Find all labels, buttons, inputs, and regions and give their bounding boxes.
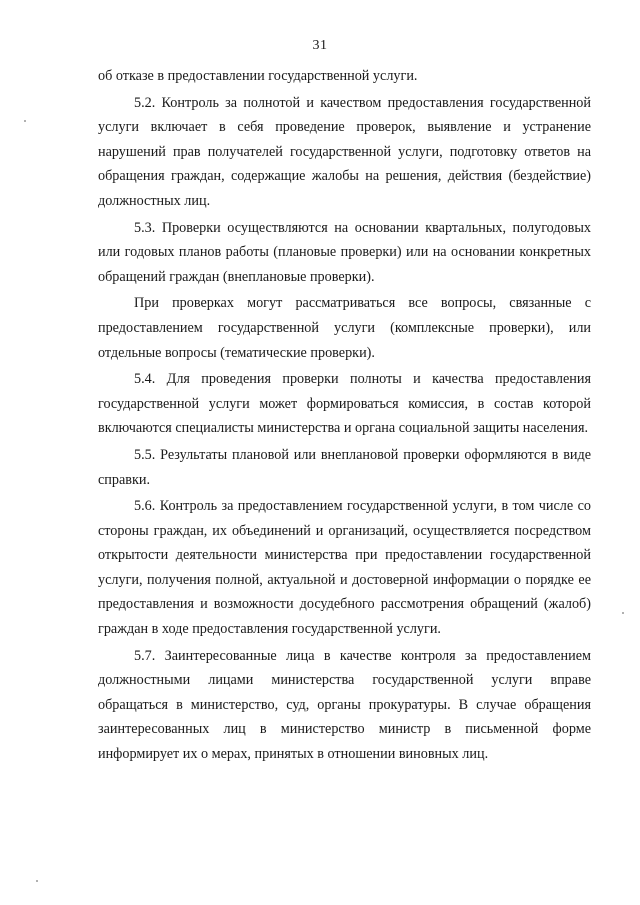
- document-body: [98, 64, 591, 767]
- paragraph-5-2: 5.2. Контроль за полнотой и качеством предоставления государственной услуги включает в себя проведение проверок, выявление и устранение нарушений прав получателей государственной услуги, подготовку ответов на обращения граждан, содержащие жалобы на решения, действия (бездействие) должностных лиц.: [98, 94, 591, 209]
- scan-speck: [24, 120, 26, 122]
- paragraph-5-4: 5.4. Для проведения проверки полноты и качества предоставления государственной услуги может формироваться комиссия, в состав которой включаются специалисты министерства и органа социальной защиты населения.: [98, 371, 591, 437]
- paragraph-5-7: 5.7. Заинтересованные лица в качестве контроля за предоставлением должностными лицами министерства государственной услуги вправе обращаться в министерство, суд, органы прокуратуры. В случае обращения заинтересованных лиц в министерство министр в письменной форме информирует их о мерах, принятых в отношении виновных лиц.: [98, 647, 591, 763]
- paragraph-5-6: 5.6. Контроль за предоставлением государственной услуги, в том числе со стороны граждан, их объединений и организаций, осуществляется посредством открытости деятельности министерства при предоставлении государственной услуги, получения полной, актуальной и достоверной информации о порядке ее предоставления и возможности досудебного рассмотрения обращений (жалоб) граждан в ходе предоставления государственной услуги.: [98, 498, 591, 638]
- scan-speck: [622, 612, 624, 614]
- paragraph-5-5: 5.5. Результаты плановой или внеплановой проверки оформляются в виде справки.: [98, 446, 591, 488]
- paragraph-5-3: 5.3. Проверки осуществляются на основании квартальных, полугодовых или годовых планов работы (плановые проверки) или на основании конкретных обращений граждан (внеплановые проверки).: [98, 219, 591, 285]
- paragraph-continuation: об отказе в предоставлении государственной услуги.: [98, 68, 418, 84]
- scan-speck: [36, 880, 38, 882]
- paragraph-checks-scope: При проверках могут рассматриваться все вопросы, связанные с предоставлением государственной услуги (комплексные проверки), или отдельные вопросы (тематические проверки).: [98, 295, 591, 361]
- page-number: 31: [312, 38, 328, 53]
